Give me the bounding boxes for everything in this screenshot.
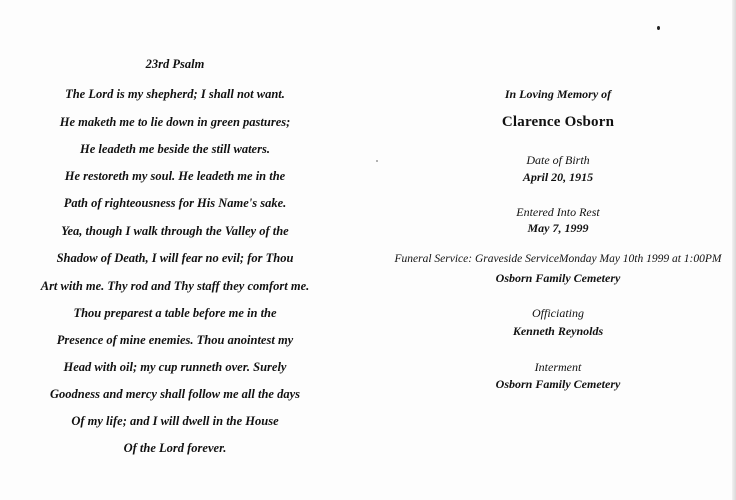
- officiant-name: Kenneth Reynolds: [512, 324, 604, 338]
- psalm-line: Art with me. Thy rod and Thy staff they comfort me.: [40, 279, 310, 293]
- psalm-title: 23rd Psalm: [145, 57, 205, 71]
- deceased-name: Clarence Osborn: [501, 114, 615, 130]
- interment-label: Interment: [534, 360, 582, 374]
- psalm-panel: [0, 0, 350, 500]
- ink-speck: [376, 160, 378, 162]
- psalm-line: Thou preparest a table before me in the: [73, 306, 277, 320]
- psalm-line: Of the Lord forever.: [123, 441, 227, 455]
- psalm-line: He leadeth me beside the still waters.: [80, 142, 270, 156]
- psalm-line: Head with oil; my cup runneth over. Surely: [63, 360, 287, 374]
- birth-date: April 20, 1915: [522, 170, 594, 184]
- memorial-heading: In Loving Memory of: [504, 87, 612, 101]
- psalm-line: He restoreth my soul. He leadeth me in the: [64, 169, 286, 183]
- psalm-line: Goodness and mercy shall follow me all the days: [50, 387, 300, 401]
- birth-label: Date of Birth: [526, 153, 590, 167]
- interment-location: Osborn Family Cemetery: [495, 377, 621, 391]
- psalm-line: The Lord is my shepherd; I shall not want.: [65, 87, 285, 101]
- rest-label: Entered Into Rest: [516, 205, 600, 219]
- rest-date: May 7, 1999: [527, 221, 589, 235]
- psalm-line: Shadow of Death, I will fear no evil; for Thou: [56, 251, 294, 265]
- officiating-label: Officiating: [532, 306, 584, 320]
- funeral-location: Osborn Family Cemetery: [495, 271, 621, 285]
- psalm-line: Path of righteousness for His Name's sake.: [63, 196, 287, 210]
- psalm-line: Yea, though I walk through the Valley of the: [61, 224, 289, 238]
- funeral-service-line: Funeral Service: Graveside ServiceMonday May 10th 1999 at 1:00PM: [394, 253, 722, 265]
- psalm-line: He maketh me to lie down in green pastures;: [59, 115, 291, 129]
- psalm-line: Presence of mine enemies. Thou anointest my: [56, 333, 294, 347]
- psalm-line: Of my life; and I will dwell in the House: [71, 414, 279, 428]
- memorial-panel: [380, 0, 736, 500]
